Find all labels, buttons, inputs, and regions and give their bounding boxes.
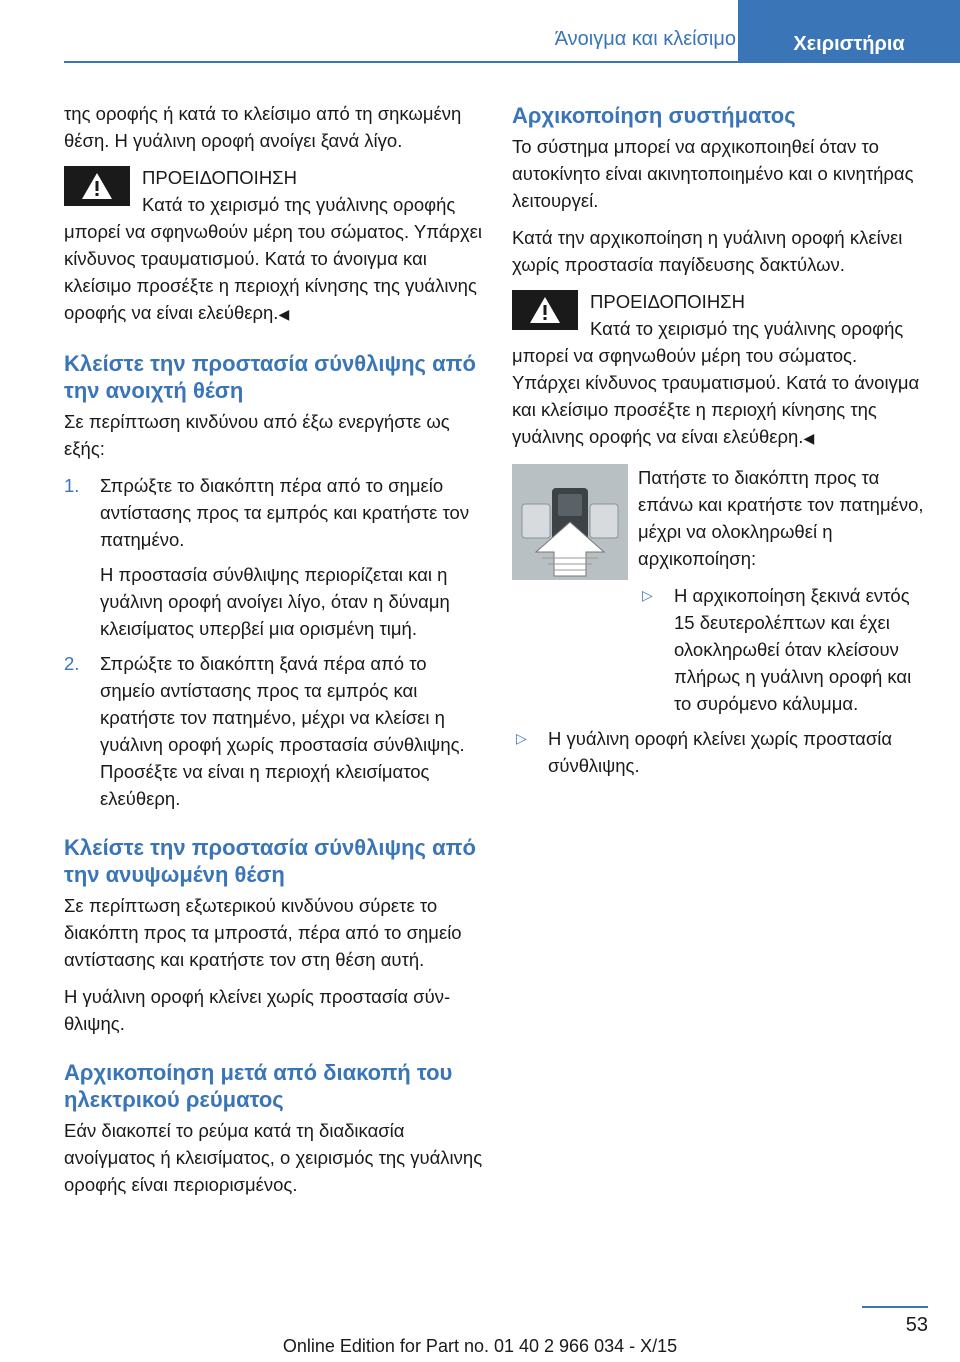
page-number: 53 [905,1314,928,1336]
warning-title: ΠΡΟΕΙΔΟΠΟΙΗΣΗ [590,291,745,312]
warning-icon [512,290,578,330]
step-number: 1. [64,475,80,496]
warning-body: Κατά το χειρισμό της γυάλινης οροφής μπορεί να σφηνωθούν μέρη του σώματος. Υπάρχει κίνδυνος τραυματισμού. Κατά το άνοιγμα και κλείσιμο προσέξτε η περιοχή κίνησης της γυάλινης οροφής να είναι ελεύθερη. [64,194,483,323]
step-number: 2. [64,653,80,674]
step-text: Σπρώξτε το διακόπτη πέρα από το σημείο αντίστασης προς τα εμπρός και κρατήστε τον πατημένο. [100,475,470,550]
paragraph: Κατά την αρχικοποίηση η γυάλινη οροφή κλείνει χωρίς προστασία παγίδευσης δακτύλων. [512,227,903,275]
steps-list [64,472,484,812]
page-header [0,0,960,62]
heading-close-from-open: Κλείστε την προστασία σύνθλιψης από την ανοιχτή θέση [64,351,476,403]
paragraph: Εάν διακοπεί το ρεύμα κατά τη διαδικασία ανοίγματος ή κλεισίματος, ο χειρισμός της γυάλινης οροφής είναι περιορισμένος. [64,1120,483,1195]
bullet-text: Η αρχικοποίηση ξεκινά εντός 15 δευτερολέπτων και έχει ολοκληρωθεί όταν κλείσουν πλήρως η γυάλινη οροφή και το συρόμενο κάλυμμα. [674,585,912,714]
end-mark-icon: ◀ [803,430,815,446]
heading-system-init: Αρχικοποίηση συστήματος [512,103,796,128]
warning-block [512,288,928,452]
edition-line: Online Edition for Part no. 01 40 2 966 034 - X/15 [282,1336,678,1356]
header-rule [64,61,960,63]
triangle-bullet-icon: ▷ [516,730,527,746]
left-column [64,100,484,1208]
footer-rule [862,1306,928,1308]
end-mark-icon: ◀ [278,306,290,322]
warning-title: ΠΡΟΕΙΔΟΠΟΙΗΣΗ [142,167,297,188]
list-item [638,582,928,717]
paragraph: Πατήστε το διακόπτη προς τα επάνω και κρατήστε τον πατημένο, μέχρι να ολοκληρωθεί η αρχικοποίηση: [638,467,924,569]
bullet-text: Η γυάλινη οροφή κλείνει χωρίς προστασία σύνθλιψης. [548,728,893,776]
warning-icon [64,166,130,206]
list-item [64,472,484,642]
list-item [64,650,484,812]
heading-init-after-power-loss: Αρχικοποίηση μετά από διακοπή του ηλεκτρικού ρεύματος [64,1060,453,1112]
list-item [512,725,928,779]
heading-close-from-raised: Κλείστε την προστασία σύνθλιψης από την ανυψωμένη θέση [64,835,476,887]
warning-body: Κατά το χειρισμό της γυάλινης οροφής μπορεί να σφηνωθούν μέρη του σώματος. Υπάρχει κίνδυνος τραυματισμού. Κατά το άνοιγμα και κλείσιμο προσέξτε η περιοχή κίνησης της γυάλινης οροφής να είναι ελεύθερη. [512,318,920,447]
paragraph: Σε περίπτωση κινδύνου από έξω ενεργήστε ως εξής: [64,411,450,459]
section-title: Άνοιγμα και κλείσιμο [554,28,736,50]
roof-switch-photo [512,464,628,580]
triangle-bullet-icon: ▷ [642,587,653,603]
paragraph: Η γυάλινη οροφή κλείνει χωρίς προστασία σύνθλιψης. [64,986,451,1034]
chapter-tab: Χειριστήρια [738,0,960,62]
warning-block [64,164,484,328]
step-note: Η προστασία σύνθλιψης περιορίζεται και η γυάλινη οροφή ανοίγει λίγο, όταν η δύναμη κλεισίματος υπερβεί μια ορισμένη τιμή. [100,564,450,639]
paragraph: Το σύστημα μπορεί να αρχικοποιηθεί όταν το αυτοκίνητο είναι ακινητοποιημένο και ο κινητήρας λειτουργεί. [512,136,914,211]
right-column [512,100,928,787]
step-text: Σπρώξτε το διακόπτη ξανά πέρα από το σημείο αντίστασης προς τα εμπρός και κρατήστε τον πατημένο, μέχρι να κλείσει η γυάλινη οροφή χωρίς προστασία σύνθλιψης. Προσέξτε να είναι η περιοχή κλεισίματος ελεύθερη. [100,653,465,809]
figure-text [638,464,928,725]
intro-paragraph: της οροφής ή κατά το κλείσιμο από τη σηκωμένη θέση. Η γυάλινη οροφή ανοίγει ξανά λίγο. [64,103,462,151]
paragraph: Σε περίπτωση εξωτερικού κινδύνου σύρετε το διακόπτη προς τα μπροστά, πέρα από το σημείο αντίστασης και κρατήστε τον στη θέση αυτή. [64,895,462,970]
figure-row [512,464,928,725]
